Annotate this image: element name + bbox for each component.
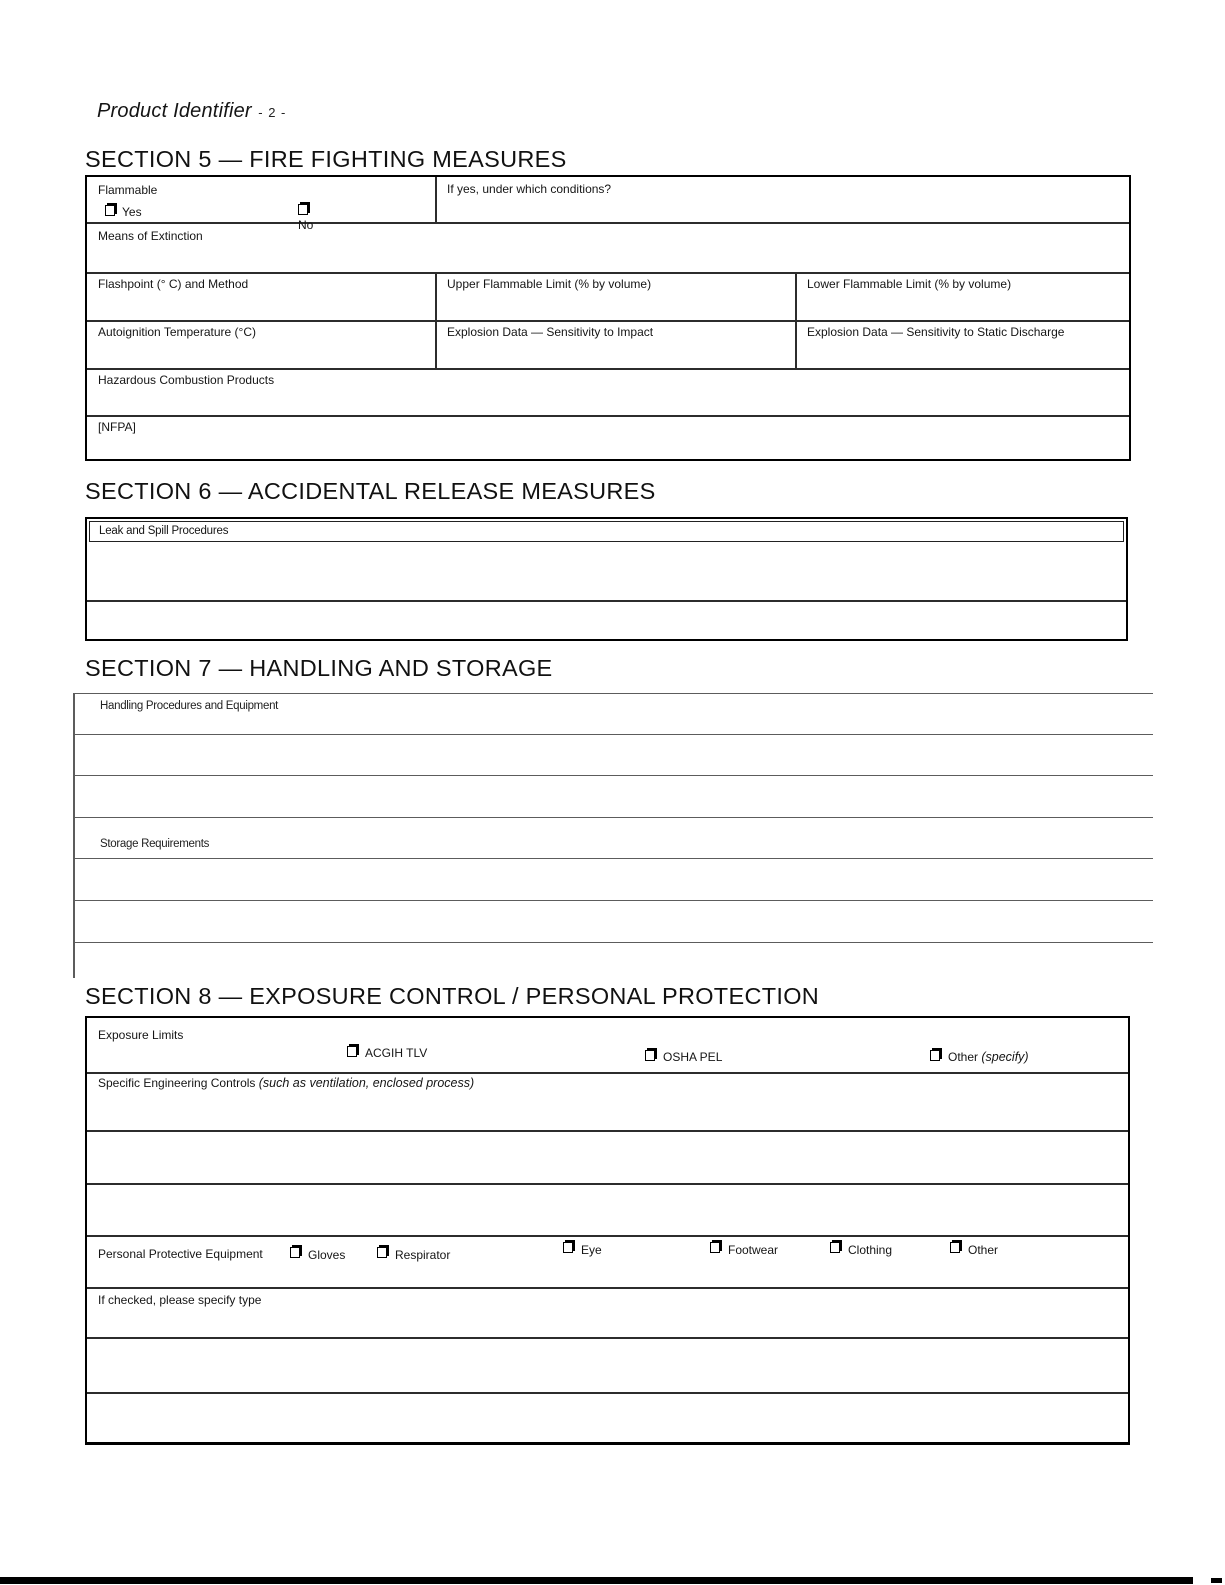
acgih-tlv-label: ACGIH TLV	[365, 1046, 428, 1060]
divider	[73, 693, 1153, 694]
explosion-impact-field[interactable]	[439, 343, 791, 367]
ppe-respirator-label: Respirator	[395, 1248, 451, 1262]
leak-spill-label: Leak and Spill Procedures	[99, 525, 229, 537]
ppe-gloves-label: Gloves	[308, 1248, 346, 1262]
upper-flammable-limit-label: Upper Flammable Limit (% by volume)	[447, 277, 652, 291]
flammable-label: Flammable	[98, 183, 158, 197]
divider	[87, 320, 1129, 322]
page-number: - 2 -	[258, 105, 287, 120]
hazardous-combustion-label: Hazardous Combustion Products	[98, 373, 275, 387]
exposure-other-checkbox[interactable]	[930, 1050, 940, 1061]
handling-procedures-field[interactable]	[75, 715, 1150, 815]
acgih-tlv-checkbox[interactable]	[347, 1046, 357, 1057]
ppe-clothing-checkbox[interactable]	[830, 1242, 840, 1253]
ppe-clothing-label: Clothing	[848, 1243, 893, 1257]
means-of-extinction-field[interactable]	[89, 247, 1127, 271]
if-yes-conditions-field[interactable]	[437, 201, 1127, 221]
explosion-static-label: Explosion Data — Sensitivity to Static Discharge	[807, 325, 1065, 339]
divider	[87, 222, 1129, 224]
ppe-footwear-label: Footwear	[728, 1243, 779, 1257]
osha-pel-checkbox[interactable]	[645, 1050, 655, 1061]
flashpoint-field[interactable]	[89, 295, 433, 319]
hazardous-combustion-field[interactable]	[89, 391, 1127, 413]
osha-pel-label: OSHA PEL	[663, 1050, 723, 1064]
flammable-no-checkbox[interactable]	[298, 204, 308, 215]
ppe-eye-label: Eye	[581, 1243, 602, 1257]
divider	[87, 1072, 1128, 1074]
nfpa-label: [NFPA]	[98, 420, 136, 434]
nfpa-field[interactable]	[89, 437, 1127, 457]
section7-heading: SECTION 7 — HANDLING AND STORAGE	[85, 655, 553, 681]
upper-flammable-limit-field[interactable]	[439, 295, 791, 319]
section6-heading: SECTION 6 — ACCIDENTAL RELEASE MEASURES	[85, 478, 656, 504]
exposure-limits-label: Exposure Limits	[98, 1028, 184, 1042]
section6-table	[85, 517, 1128, 641]
leak-spill-field-1[interactable]	[89, 545, 1124, 598]
divider	[87, 1287, 1128, 1289]
handling-procedures-label: Handling Procedures and Equipment	[100, 700, 279, 712]
divider	[87, 272, 1129, 274]
section5-heading: SECTION 5 — FIRE FIGHTING MEASURES	[85, 146, 567, 172]
autoignition-field[interactable]	[89, 343, 433, 367]
explosion-impact-label: Explosion Data — Sensitivity to Impact	[447, 325, 654, 339]
ppe-other-label: Other	[968, 1243, 999, 1257]
storage-requirements-field[interactable]	[75, 860, 1150, 975]
flammable-no-label: No	[298, 218, 314, 232]
lower-flammable-limit-field[interactable]	[799, 295, 1127, 319]
ppe-eye-checkbox[interactable]	[563, 1242, 573, 1253]
ppe-gloves-checkbox[interactable]	[290, 1247, 300, 1258]
product-identifier-label: Product Identifier	[97, 100, 252, 122]
explosion-static-field[interactable]	[799, 343, 1127, 367]
engineering-controls-field[interactable]	[89, 1096, 1126, 1233]
page-header	[97, 100, 286, 123]
divider	[87, 415, 1129, 417]
ppe-footwear-checkbox[interactable]	[710, 1242, 720, 1253]
leak-spill-label-box	[89, 521, 1124, 542]
flammable-yes-checkbox[interactable]	[105, 205, 115, 216]
engineering-controls-label: Specific Engineering Controls (such as ventilation, enclosed process)	[98, 1076, 475, 1090]
engineering-controls-note: (such as ventilation, enclosed process)	[258, 1076, 475, 1090]
divider	[435, 272, 437, 368]
lower-flammable-limit-label: Lower Flammable Limit (% by volume)	[807, 277, 1012, 291]
ppe-label: Personal Protective Equipment	[98, 1247, 263, 1261]
page-bottom-edge	[0, 1577, 1193, 1584]
exposure-other-label: Other (specify)	[948, 1050, 1029, 1064]
section8-heading: SECTION 8 — EXPOSURE CONTROL / PERSONAL PROTECTION	[85, 983, 820, 1009]
divider	[87, 600, 1126, 602]
section7-table	[73, 693, 1153, 978]
flashpoint-label: Flashpoint (° C) and Method	[98, 277, 249, 291]
page-bottom-edge-tick	[1211, 1578, 1222, 1583]
ppe-specify-field[interactable]	[89, 1313, 1126, 1441]
if-yes-conditions-label: If yes, under which conditions?	[447, 182, 612, 196]
divider	[87, 368, 1129, 370]
ppe-other-checkbox[interactable]	[950, 1242, 960, 1253]
exposure-other-specify-note: (specify)	[981, 1050, 1029, 1064]
means-of-extinction-label: Means of Extinction	[98, 229, 203, 243]
autoignition-label: Autoignition Temperature (°C)	[98, 325, 256, 339]
leak-spill-field-2[interactable]	[89, 603, 1124, 637]
divider	[73, 817, 1153, 818]
flammable-yes-label: Yes	[122, 205, 142, 219]
divider	[795, 272, 797, 368]
divider	[87, 1235, 1128, 1237]
ppe-respirator-checkbox[interactable]	[377, 1247, 387, 1258]
section5-table	[85, 175, 1131, 461]
if-checked-specify-label: If checked, please specify type	[98, 1293, 262, 1307]
storage-requirements-label: Storage Requirements	[100, 838, 210, 850]
section8-table	[85, 1016, 1130, 1445]
